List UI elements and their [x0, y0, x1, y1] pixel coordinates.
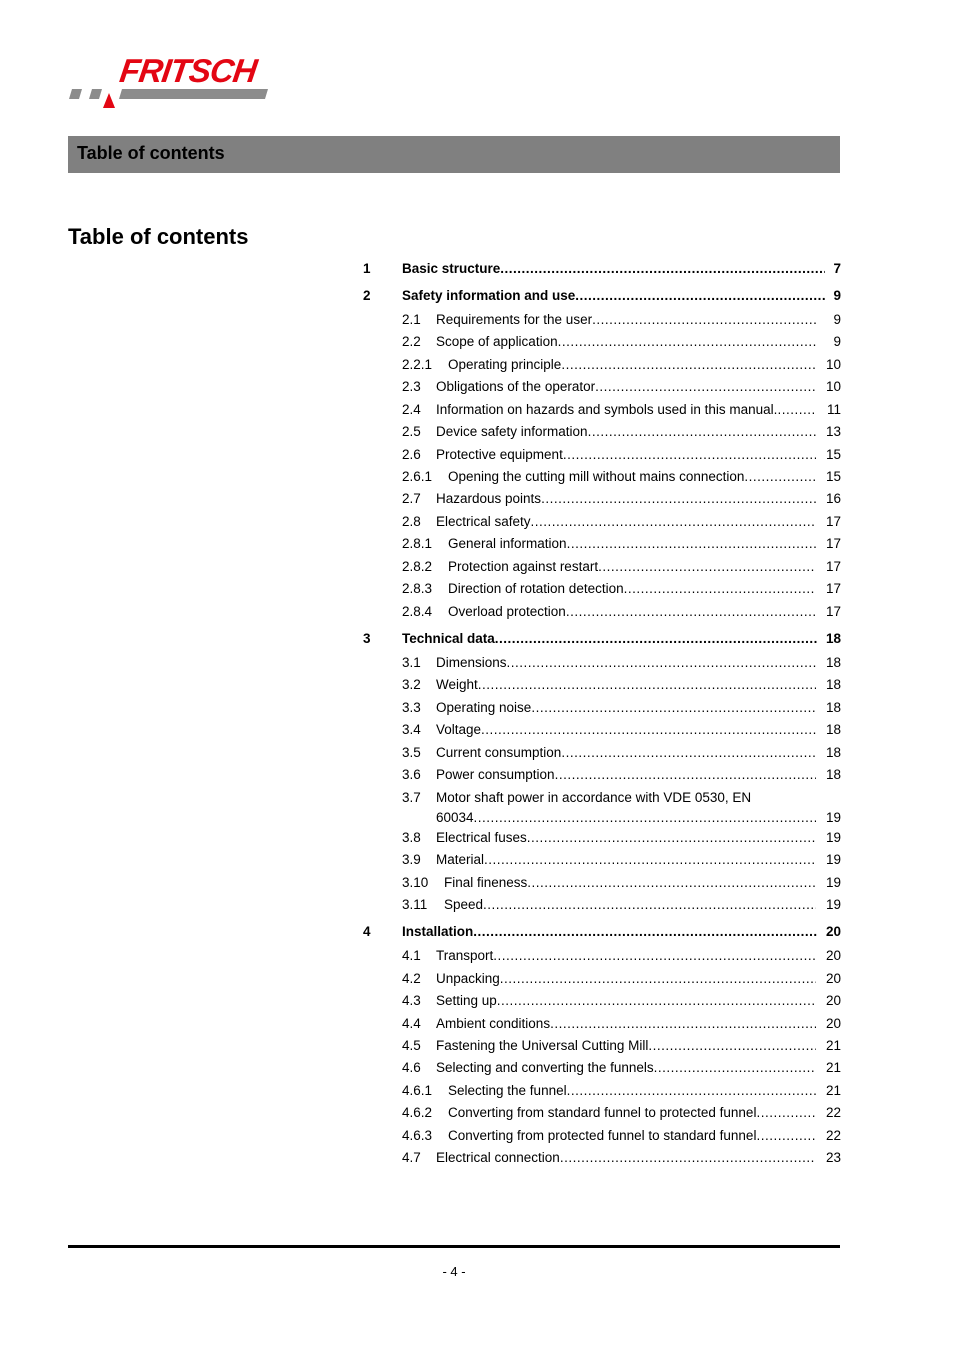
toc-page-number: 22 [818, 1105, 841, 1120]
toc-page-number: 17 [818, 559, 841, 574]
toc-entry-title: Technical data ..... [402, 631, 826, 649]
toc-entry[interactable] [363, 1038, 841, 1056]
toc-page-number: 22 [818, 1128, 841, 1143]
toc-page-number: 10 [818, 379, 841, 394]
toc-section-number: 3.1 [402, 655, 421, 670]
toc-page-number: 18 [818, 700, 841, 715]
toc-entry[interactable] [363, 536, 841, 554]
logo-wordmark: FRITSCH [117, 52, 259, 89]
toc-entry-title: Setting up ..... [436, 993, 816, 1011]
toc-entry-title: Operating principle ..... [448, 357, 816, 375]
toc-entry[interactable] [363, 424, 841, 442]
toc-section-number: 3.9 [402, 852, 421, 867]
toc-entry-title: Selecting and converting the funnels ..... [436, 1060, 816, 1078]
toc-page-number: 18 [818, 655, 841, 670]
toc-page-number: 9 [825, 312, 841, 327]
toc-entry-title: Electrical connection ..... [436, 1150, 816, 1168]
toc-section-number: 3.7 [402, 790, 421, 805]
toc-entry-title: Selecting the funnel ..... [448, 1083, 816, 1101]
toc-entry-title: Converting from standard funnel to protected funnel ..... [448, 1105, 816, 1123]
toc-page-number: 18 [818, 767, 841, 782]
toc-section-number: 3.8 [402, 830, 421, 845]
toc-page-number: 11 [819, 402, 841, 417]
toc-entry-title: Information on hazards and symbols used in this manual. ..... [436, 402, 816, 420]
toc-entry-title: Device safety information ..... [436, 424, 816, 442]
toc-page-number: 17 [818, 514, 841, 529]
toc-entry[interactable] [363, 790, 841, 825]
toc-entry-title: Scope of application ..... [436, 334, 816, 352]
toc-entry-title: Basic structure ..... [402, 261, 826, 279]
toc-entry[interactable] [363, 491, 841, 509]
toc-page-number: 18 [818, 722, 841, 737]
toc-entry[interactable] [363, 581, 841, 599]
toc-entry-title: Power consumption ..... [436, 767, 816, 785]
toc-page-number: 19 [818, 897, 841, 912]
toc-page-number: 23 [818, 1150, 841, 1165]
toc-entry-title: Transport ..... [436, 948, 816, 966]
toc-entry[interactable] [363, 677, 841, 695]
toc-entry[interactable] [363, 1128, 841, 1146]
toc-page-number: 19 [818, 810, 841, 825]
toc-section-number: 3.2 [402, 677, 421, 692]
toc-section-number: 4.1 [402, 948, 421, 963]
toc-entry[interactable] [363, 948, 841, 966]
toc-page-number: 20 [818, 971, 841, 986]
toc-entry-title: Voltage ..... [436, 722, 816, 740]
toc-entry-title: Ambient conditions ..... [436, 1016, 816, 1034]
toc-section-number: 2.4 [402, 402, 421, 417]
toc-page-number: 21 [818, 1038, 841, 1053]
section-header-label: Table of contents [77, 143, 225, 163]
toc-entry[interactable] [363, 897, 841, 915]
toc-page-number: 13 [818, 424, 841, 439]
toc-entry[interactable] [363, 312, 841, 330]
toc-entry[interactable] [363, 1083, 841, 1101]
toc-entry-title: Overload protection ..... [448, 604, 816, 622]
toc-entry-title: Motor shaft power in accordance with VDE 0530, EN [436, 790, 752, 805]
toc-section-number: 4.6.3 [402, 1128, 433, 1143]
toc-entry[interactable] [363, 447, 841, 465]
toc-section-number: 3.5 [402, 745, 421, 760]
toc-entry[interactable] [363, 722, 841, 740]
toc-page-number: 10 [818, 357, 841, 372]
toc-page-number: 9 [825, 288, 841, 303]
toc-entry-title-continued: 60034 ..... [436, 810, 816, 828]
toc-page-number: 20 [818, 948, 841, 963]
toc-section-number: 3.11 [402, 897, 428, 912]
toc-page-number: 20 [818, 1016, 841, 1031]
toc-entry[interactable] [363, 993, 841, 1011]
toc-entry-title: Safety information and use ..... [402, 288, 826, 306]
toc-page-number: 19 [818, 875, 841, 890]
toc-entry[interactable] [363, 1105, 841, 1123]
toc-page-number: 18 [818, 677, 841, 692]
toc-entry[interactable] [363, 1150, 841, 1168]
toc-entry-title: Electrical fuses ..... [436, 830, 816, 848]
toc-entry[interactable] [363, 830, 841, 848]
toc-section-number: 4.6 [402, 1060, 421, 1075]
toc-entry[interactable] [363, 700, 841, 718]
toc-entry[interactable] [363, 875, 841, 893]
toc-entry-title: Requirements for the user ..... [436, 312, 816, 330]
toc-section-number: 4.5 [402, 1038, 421, 1053]
toc-entry-title: Protection against restart ..... [448, 559, 816, 577]
toc-page-number: 15 [818, 447, 841, 462]
toc-entry-title: Fastening the Universal Cutting Mill ..... [436, 1038, 816, 1056]
toc-entry[interactable] [363, 655, 841, 673]
toc-page-number: 19 [818, 830, 841, 845]
toc-section-number: 2.7 [402, 491, 421, 506]
toc-page-number: 18 [818, 631, 841, 646]
toc-section-number: 4.6.2 [402, 1105, 433, 1120]
fritsch-logo [68, 52, 288, 112]
footer-divider [68, 1245, 840, 1248]
toc-entry[interactable] [363, 767, 841, 785]
toc-section-number: 2.8.1 [402, 536, 433, 551]
toc-page-number: 17 [818, 536, 841, 551]
toc-section-number: 2.2.1 [402, 357, 433, 372]
toc-entry-title: Electrical safety ..... [436, 514, 816, 532]
toc-entry[interactable] [363, 334, 841, 352]
toc-section-number: 2.8 [402, 514, 421, 529]
toc-section-number: 3.6 [402, 767, 421, 782]
toc-section-number: 4.2 [402, 971, 421, 986]
toc-entry[interactable] [363, 1060, 841, 1078]
toc-entry-title: Obligations of the operator ..... [436, 379, 816, 397]
toc-entry-title: Protective equipment ..... [436, 447, 816, 465]
toc-chapter-entry[interactable] [363, 924, 841, 942]
toc-page-number: 18 [818, 745, 841, 760]
page-number: - 4 - [442, 1264, 466, 1279]
toc-page-number: 17 [818, 604, 841, 619]
toc-chapter-number: 2 [363, 288, 371, 303]
toc-chapter-entry[interactable] [363, 631, 841, 649]
toc-entry[interactable] [363, 1016, 841, 1034]
toc-entry-title: Final fineness ..... [444, 875, 816, 893]
toc-section-number: 2.1 [402, 312, 421, 327]
toc-page-number: 15 [818, 469, 841, 484]
toc-entry[interactable] [363, 971, 841, 989]
toc-entry-title: Direction of rotation detection ..... [448, 581, 816, 599]
toc-section-number: 3.3 [402, 700, 421, 715]
toc-entry-title: Hazardous points ..... [436, 491, 816, 509]
toc-chapter-number: 4 [363, 924, 371, 939]
toc-page-number: 20 [818, 924, 841, 939]
toc-section-number: 2.3 [402, 379, 421, 394]
toc-section-number: 2.5 [402, 424, 421, 439]
toc-entry-title: Dimensions ..... [436, 655, 816, 673]
toc-section-number: 4.6.1 [402, 1083, 433, 1098]
toc-section-number: 2.2 [402, 334, 421, 349]
toc-entry-title: Current consumption ..... [436, 745, 816, 763]
toc-entry[interactable] [363, 745, 841, 763]
toc-entry-title: Weight ..... [436, 677, 816, 695]
toc-page-number: 21 [818, 1083, 841, 1098]
toc-section-number: 2.6.1 [402, 469, 433, 484]
toc-section-number: 2.8.4 [402, 604, 433, 619]
toc-entry-title: Installation ..... [402, 924, 826, 942]
toc-entry[interactable] [363, 559, 841, 577]
toc-entry[interactable] [363, 514, 841, 532]
toc-chapter-entry[interactable] [363, 288, 841, 306]
toc-section-number: 4.3 [402, 993, 421, 1008]
toc-entry-title: Material ..... [436, 852, 816, 870]
toc-page-number: 7 [825, 261, 841, 276]
toc-section-number: 4.7 [402, 1150, 421, 1165]
toc-chapter-number: 3 [363, 631, 371, 646]
toc-page-number: 19 [818, 852, 841, 867]
toc-entry[interactable] [363, 852, 841, 870]
toc-page-number: 21 [818, 1060, 841, 1075]
toc-section-number: 2.8.3 [402, 581, 433, 596]
toc-entry[interactable] [363, 469, 841, 487]
toc-section-number: 2.8.2 [402, 559, 433, 574]
toc-entry[interactable] [363, 604, 841, 622]
toc-entry-title: General information ..... [448, 536, 816, 554]
toc-section-number: 4.4 [402, 1016, 421, 1031]
toc-page-number: 20 [818, 993, 841, 1008]
toc-entry-title: Speed ..... [444, 897, 816, 915]
toc-section-number: 3.4 [402, 722, 421, 737]
section-header-bar [68, 136, 840, 173]
toc-entry-title: Converting from protected funnel to standard funnel ..... [448, 1128, 816, 1146]
toc-entry[interactable] [363, 379, 841, 397]
toc-entry-title: Operating noise ..... [436, 700, 816, 718]
toc-entry-title: Opening the cutting mill without mains connection ..... [448, 469, 816, 487]
toc-page-number: 16 [818, 491, 841, 506]
toc-page-number: 9 [825, 334, 841, 349]
toc-section-number: 3.10 [402, 875, 429, 890]
toc-section-number: 2.6 [402, 447, 421, 462]
page-title: Table of contents [68, 224, 249, 249]
toc-chapter-number: 1 [363, 261, 371, 276]
toc-chapter-entry[interactable] [363, 261, 841, 279]
toc-entry[interactable] [363, 402, 841, 420]
toc-entry-title: Unpacking ..... [436, 971, 816, 989]
toc-entry[interactable] [363, 357, 841, 375]
toc-page-number: 17 [818, 581, 841, 596]
